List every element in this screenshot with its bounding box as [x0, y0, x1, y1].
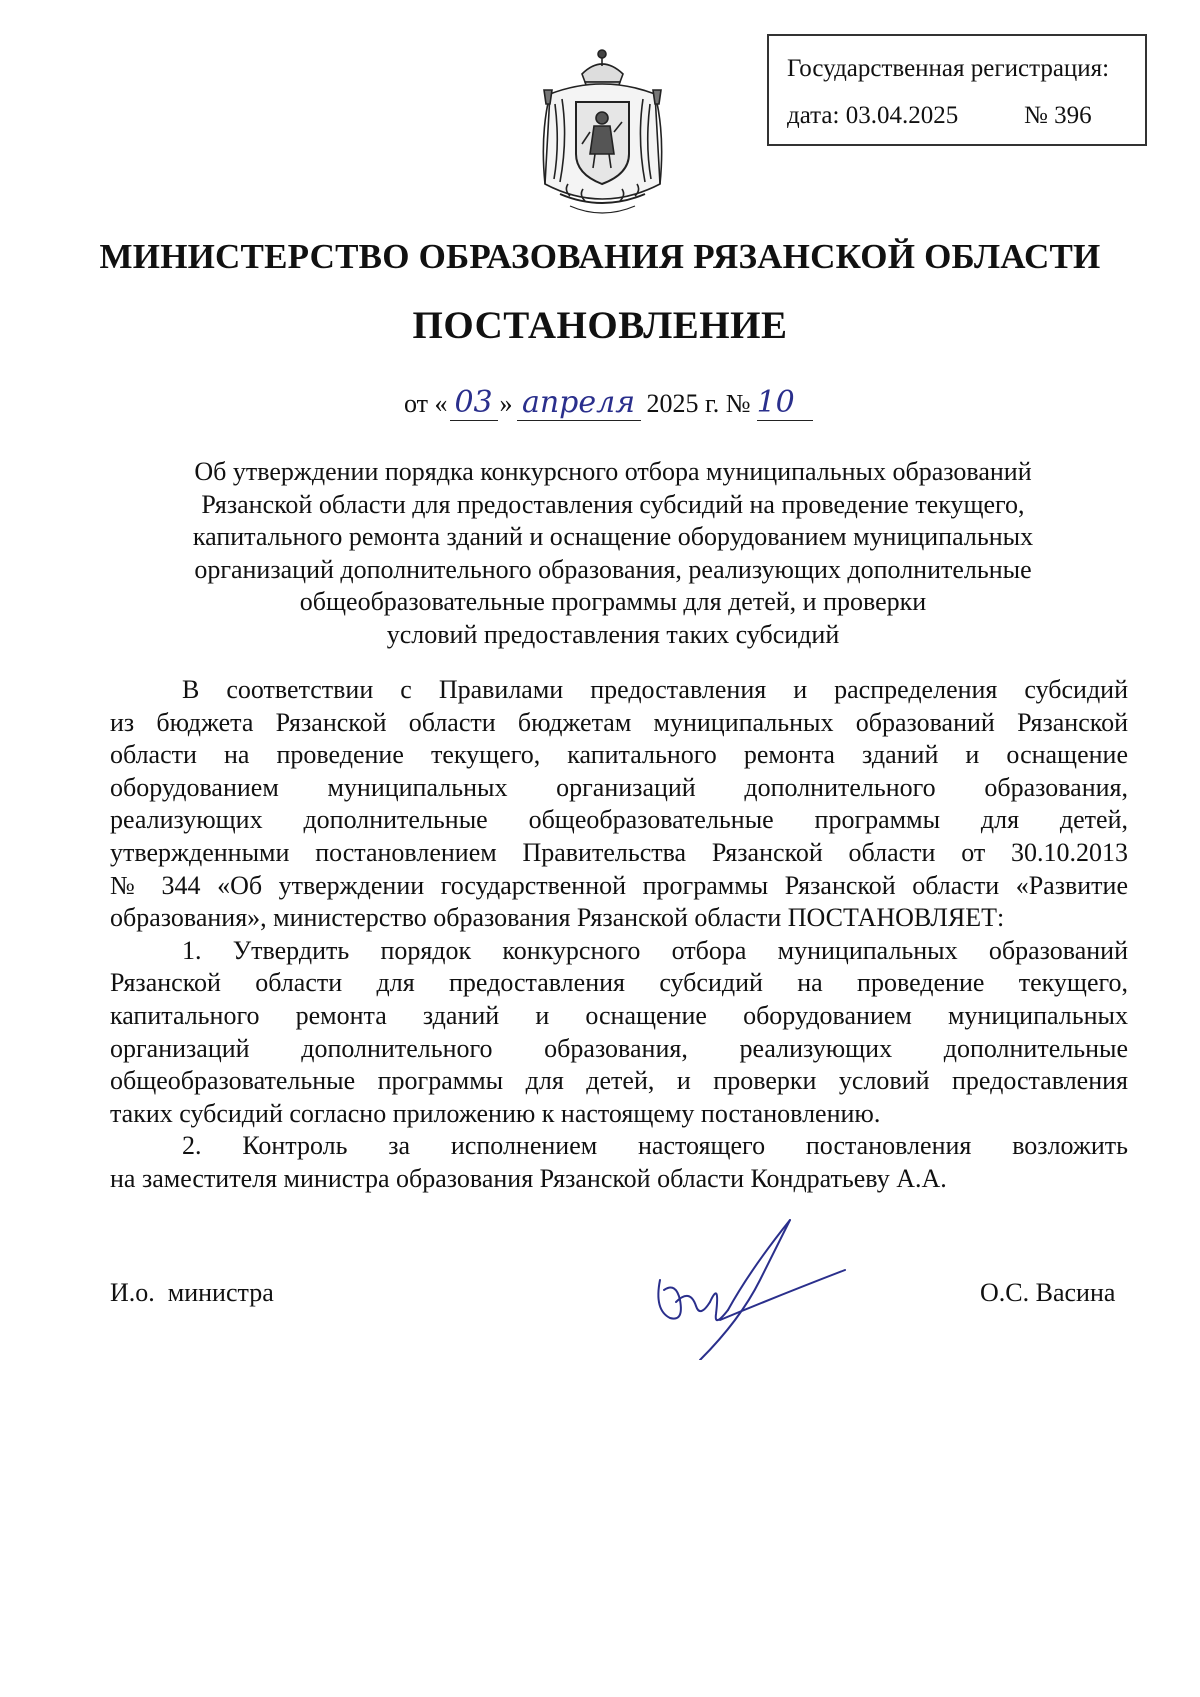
registration-number: № 396: [1024, 102, 1092, 129]
subject-line: условий предоставления таких субсидий: [386, 619, 840, 649]
body-line: В соответствии с Правилами предоставления и распределения субсидий: [182, 675, 1128, 704]
body-line: общеобразовательные программы для детей, и проверки условий предоставления: [110, 1066, 1128, 1096]
body-line: утвержденными постановлением Правительства Рязанской области от 30.10.2013: [110, 837, 1128, 867]
subject-line: организаций дополнительного образования, реализующих дополнительные: [194, 554, 1032, 584]
date-line: [404, 385, 813, 421]
body-line: из бюджета Рязанской области бюджетам муниципальных образований Рязанской: [110, 707, 1128, 737]
coat-of-arms-icon: [530, 44, 675, 216]
subject-line: капитального ремонта зданий и оснащение оборудованием муниципальных: [192, 522, 1034, 551]
registration-date-value: 03.04.2025: [845, 102, 959, 129]
signatory-role: И.о. министра: [110, 1278, 274, 1307]
ministry-title: МИНИСТЕРСТВО ОБРАЗОВАНИЯ РЯЗАНСКОЙ ОБЛАСТИ: [99, 237, 1101, 276]
body-line: области на проведение текущего, капитального ремонта зданий и оснащение: [110, 740, 1128, 770]
body-line: образования», министерство образования Рязанской области ПОСТАНОВЛЯЕТ:: [110, 903, 1005, 933]
date-day-handwritten: 03: [450, 385, 498, 421]
registration-stamp: [767, 34, 1147, 146]
registration-date: [787, 103, 958, 128]
body-line: таких субсидий согласно приложению к настоящему постановлению.: [110, 1098, 881, 1128]
document-subject: [150, 456, 1076, 651]
registration-title: Государственная регистрация:: [787, 55, 1110, 82]
subject-line: общеобразовательные программы для детей, и проверки: [299, 587, 927, 616]
body-line: капитального ремонта зданий и оснащение оборудованием муниципальных: [110, 1000, 1128, 1030]
body-line: на заместителя министра образования Рязанской области Кондратьеву А.А.: [110, 1163, 947, 1193]
document-type: ПОСТАНОВЛЕНИЕ: [412, 304, 788, 347]
signature-mark-icon: [640, 1210, 850, 1360]
signatory-name: О.С. Васина: [980, 1278, 1116, 1307]
body-line: реализующих дополнительные общеобразовательные программы для детей,: [110, 805, 1128, 835]
document-number-handwritten: 10: [757, 385, 813, 421]
body-line: 2. Контроль за исполнением настоящего постановления возложить: [182, 1131, 1128, 1161]
body-line: 1. Утвердить порядок конкурсного отбора муниципальных образований: [182, 935, 1128, 965]
date-year-number-label: 2025 г. №: [646, 389, 751, 418]
body-line: организаций дополнительного образования, реализующих дополнительные: [110, 1033, 1128, 1063]
registration-date-label: дата:: [787, 102, 840, 129]
body-line: № 344 «Об утверждении государственной программы Рязанской области «Развитие: [110, 870, 1128, 900]
subject-line: Рязанской области для предоставления субсидий на проведение текущего,: [201, 489, 1025, 519]
date-month-handwritten: апреля: [517, 385, 641, 421]
body-line: оборудованием муниципальных организаций дополнительного образования,: [110, 772, 1128, 802]
body-line: Рязанской области для предоставления субсидий на проведение текущего,: [110, 968, 1128, 998]
document-body: [110, 674, 1128, 1196]
subject-line: Об утверждении порядка конкурсного отбора муниципальных образований: [194, 457, 1032, 486]
date-prefix: от «: [404, 389, 448, 418]
date-quote-close: »: [499, 389, 513, 418]
